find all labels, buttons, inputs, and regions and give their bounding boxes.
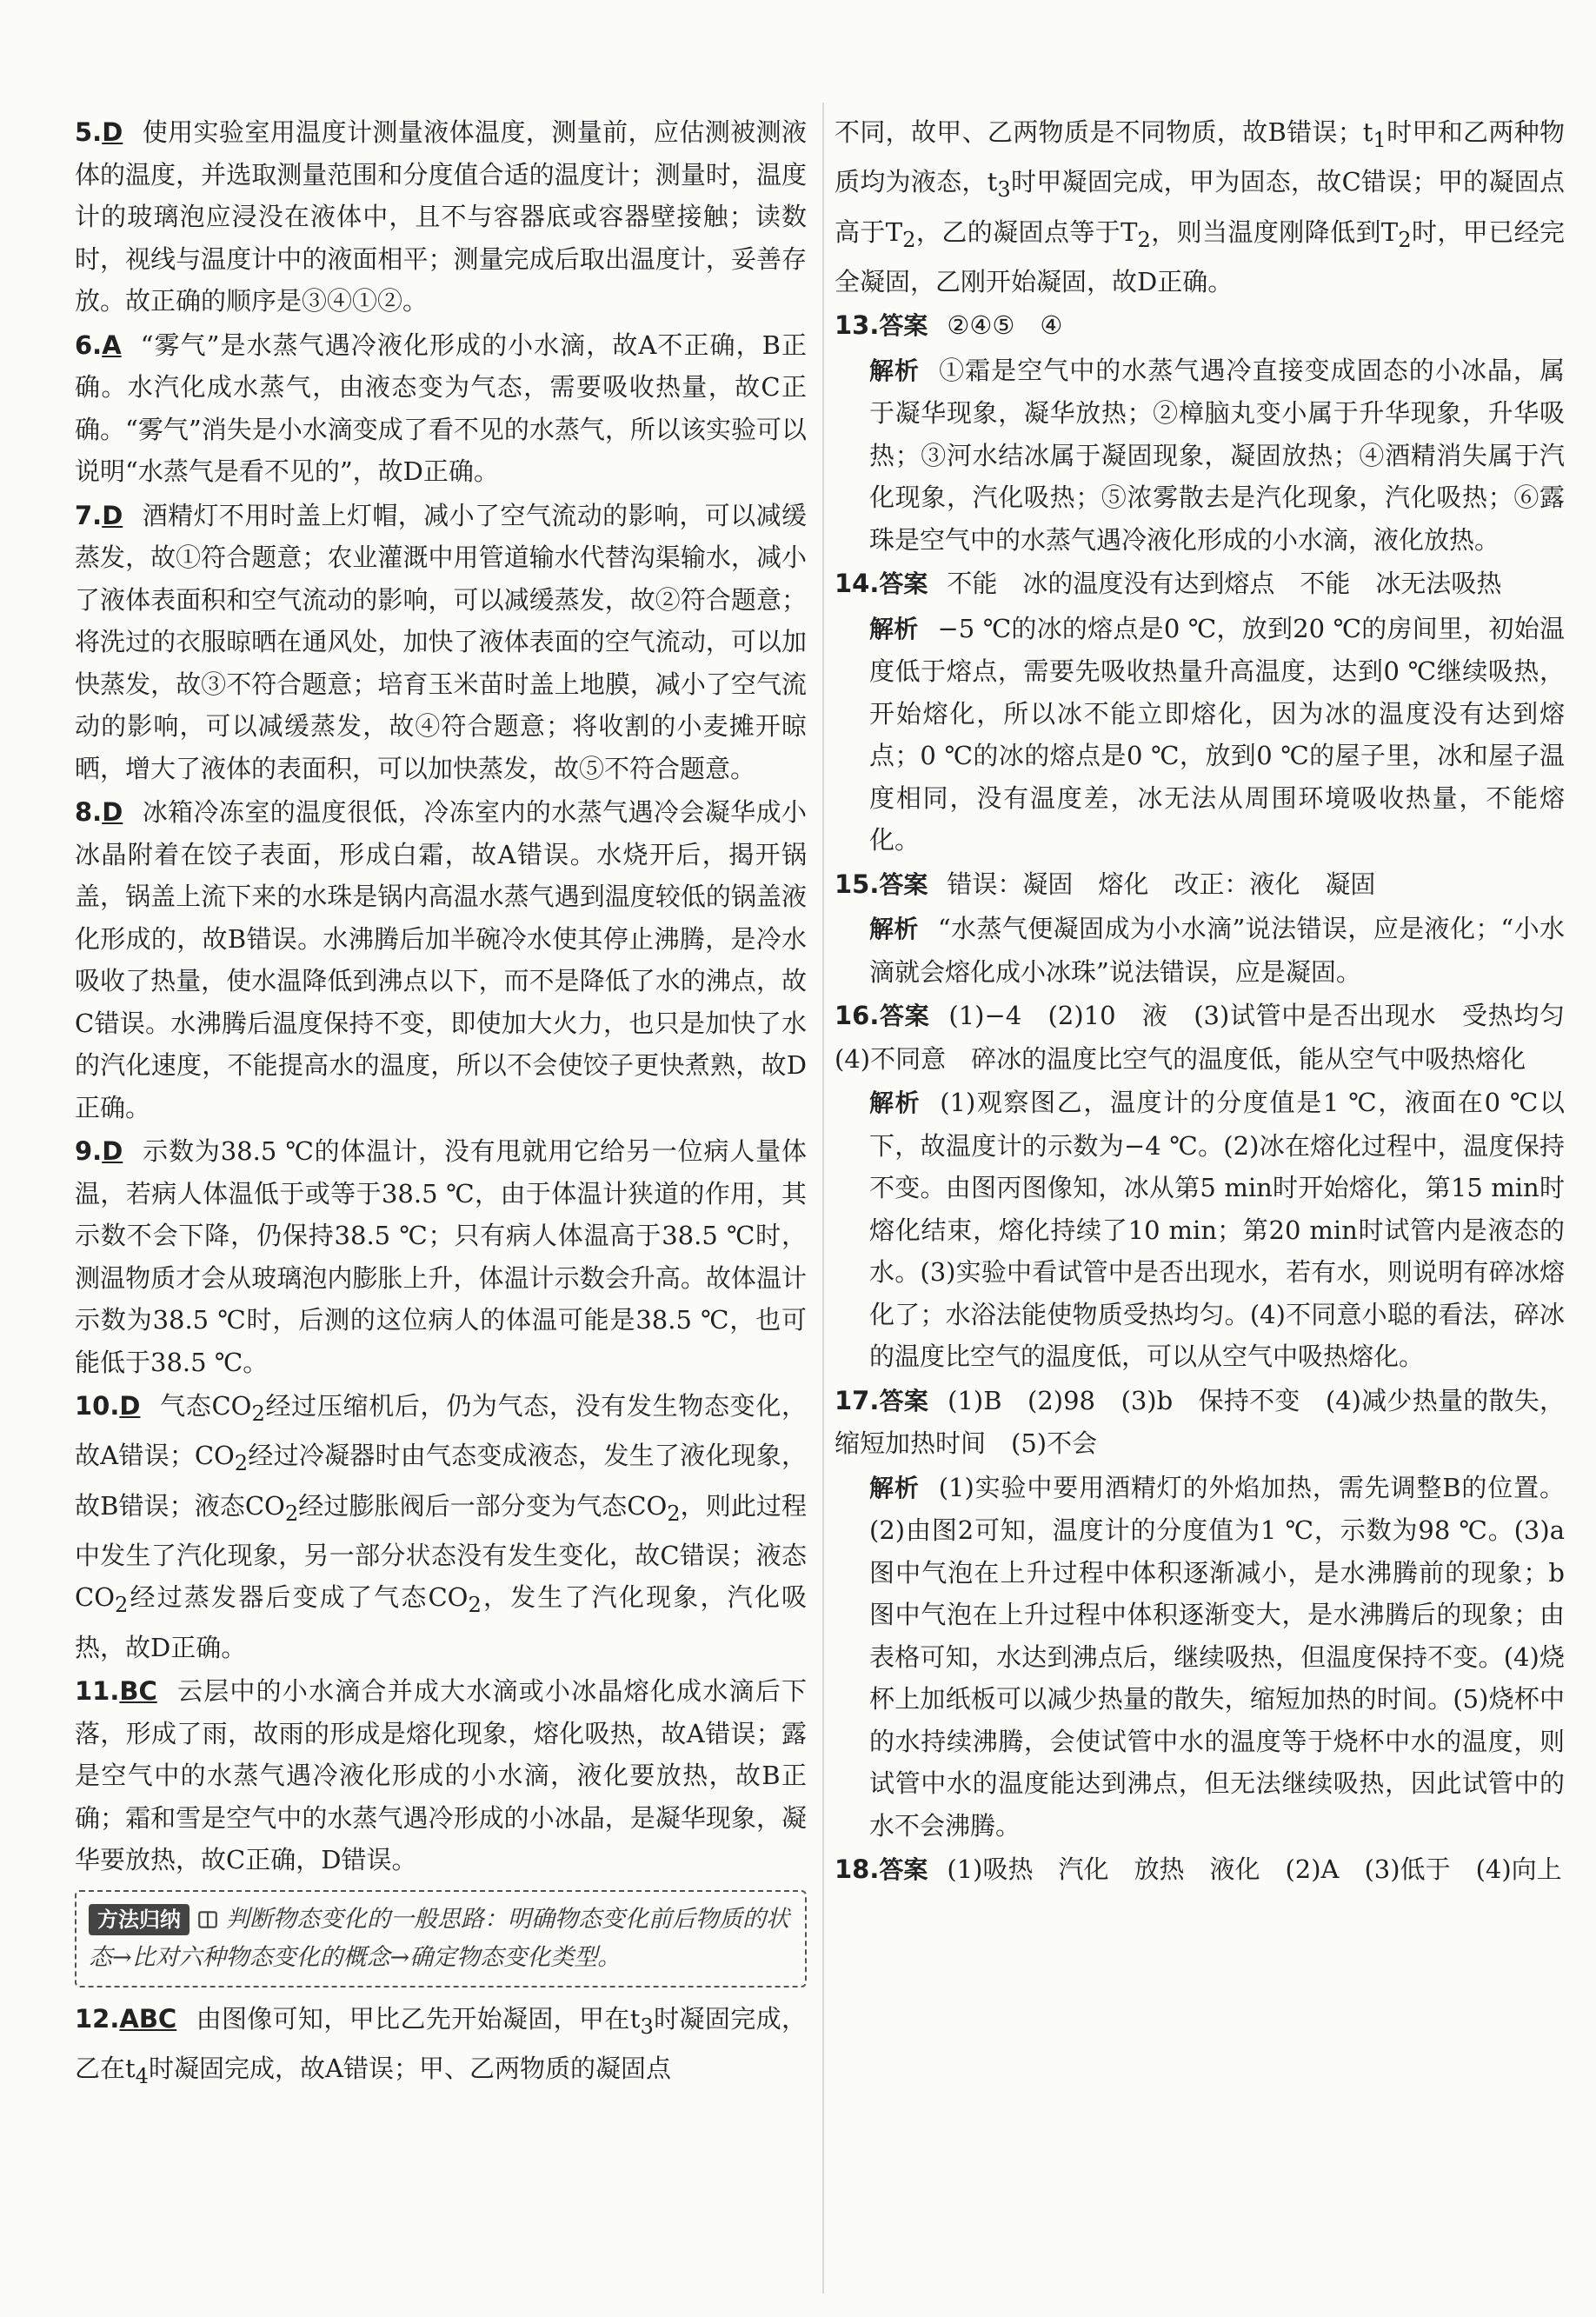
question-13-answer <box>835 304 1565 348</box>
method-label: 方法归纳 <box>89 1904 190 1935</box>
answer-letter: D <box>102 117 123 147</box>
question-15-answer <box>835 863 1565 907</box>
answer-text: (1)吸热 汽化 放热 液化 (2)A (3)低于 (4)向上 <box>947 1854 1562 1885</box>
question-12 <box>75 1998 807 2098</box>
question-number: 18. <box>835 1854 880 1885</box>
question-16-analysis <box>835 1082 1565 1378</box>
question-number: 8. <box>75 797 103 827</box>
question-number: 6. <box>75 330 103 360</box>
question-13-analysis <box>835 350 1565 562</box>
question-14-answer <box>835 563 1565 606</box>
column-divider <box>822 103 824 2294</box>
answer-tag: 答案 <box>879 1002 930 1031</box>
answer-tag: 答案 <box>879 1386 929 1415</box>
book-icon <box>196 1908 219 1931</box>
question-7 <box>75 495 807 790</box>
answer-text: (1)−4 (2)10 液 (3)试管中是否出现水 受热均匀 (4)不同意 碎冰的温度比空气的温度低，能从空气中吸热熔化 <box>835 1001 1591 1074</box>
analysis-tag: 解析 <box>869 614 919 643</box>
explanation-text: 示数为38.5 ℃的体温计，没有甩就用它给另一位病人量体温，若病人体温低于或等于38.5 ℃，由于体温计狭道的作用，其示数不会下降，仍保持38.5 ℃；只有病人体温高于38.5 ℃时，测温物质才会从玻璃泡内膨胀上升，体温计示数会升高。故体温计示数为38.5 ℃时，后测的这位病人的体温可能是38.5 ℃，也可能低于38.5 ℃。 <box>75 1136 807 1377</box>
question-number: 7. <box>75 500 103 530</box>
question-16-answer <box>835 995 1591 1080</box>
question-12-continued <box>835 111 1565 303</box>
analysis-tag: 解析 <box>869 1473 920 1502</box>
analysis-tag: 解析 <box>869 915 919 944</box>
answer-letter: BC <box>119 1676 157 1707</box>
method-summary-box <box>75 1890 807 1987</box>
explanation-text: 云层中的小水滴合并成大水滴或小冰晶熔化成水滴后下落，形成了雨，故雨的形成是熔化现象，熔化吸热，故A错误；露是空气中的水蒸气遇冷液化形成的小水滴，液化要放热，故B正确；霜和雪是空气中的水蒸气遇冷形成的小冰晶，是凝华现象，凝华要放热，故C正确，D错误。 <box>75 1676 807 1875</box>
analysis-text: (1)实验中要用酒精灯的外焰加热，需先调整B的位置。(2)由图2可知，温度计的分度值为1 ℃，示数为98 ℃。(3)a图中气泡在上升过程中体积逐渐减小，是水沸腾前的现象；b图中气泡在上升过程中体积逐渐变大，是水沸腾后的现象；由表格可知，水达到沸点后，继续吸热，但温度保持不变。(4)烧杯上加纸板可以减少热量的散失，缩短加热的时间。(5)烧杯中的水持续沸腾，会使试管中水的温度等于烧杯中水的温度，则试管中水的温度能达到沸点，但无法继续吸热，因此试管中的水不会沸腾。 <box>869 1472 1565 1841</box>
answer-letter: D <box>102 500 123 530</box>
left-column <box>75 111 807 2097</box>
answer-tag: 答案 <box>879 1855 928 1885</box>
answer-text: 错误：凝固 熔化 改正：液化 凝固 <box>947 869 1376 899</box>
explanation-text: 由图像可知，甲比乙先开始凝固，甲在$t_3$时凝固完成，乙在$t_4$时凝固完成，故A错误；甲、乙两物质的凝固点 <box>75 2003 807 2088</box>
answer-text: (1)B (2)98 (3)b 保持不变 (4)减少热量的散失，缩短加热时间 (5)不会 <box>835 1385 1565 1459</box>
analysis-text: (1)观察图乙，温度计的分度值是1 ℃，液面在0 ℃以下，故温度计的示数为−4 ℃。(2)冰在熔化过程中，温度保持不变。由图丙图像知，冰从第5 min时开始熔化，第15 min时熔化结束，熔化持续了10 min；第20 min时试管内是液态的水。(3)实验中看试管中是否出现水，若有水，则说明有碎冰熔化了；水浴法能使物质受热均匀。(4)不同意小聪的看法，碎冰的温度比空气的温度低，可以从空气中吸热熔化。 <box>869 1088 1565 1372</box>
question-number: 16. <box>835 1001 880 1031</box>
question-8 <box>75 791 807 1129</box>
method-text: 判断物态变化的一般思路：明确物态变化前后物质的状态→比对六种物态变化的概念→确定物态变化类型。 <box>89 1905 789 1971</box>
answer-letter: D <box>102 1136 123 1166</box>
question-18-answer <box>835 1848 1565 1892</box>
question-number: 12. <box>75 2003 120 2034</box>
answer-letter: A <box>102 330 122 360</box>
explanation-text: 气态$CO_2$经过压缩机后，仍为气态，没有发生物态变化，故A错误；$CO_2$经过冷凝器时由气态变成液态，发生了液化现象，故B错误；液态$CO_2$经过膨胀阀后一部分变为气态$CO_2$，则此过程中发生了汽化现象，另一部分状态没有发生变化，故C错误；液态$CO_2$经过蒸发器后变成了气态$CO_2$，发生了汽化现象，汽化吸热，故D正确。 <box>75 1391 807 1662</box>
explanation-text: 不同，故甲、乙两物质是不同物质，故B错误；$t_1$时甲和乙两种物质均为液态，$t_3$时甲凝固完成，甲为固态，故C错误；甲的凝固点高于$T_2$，乙的凝固点等于$T_2$，则当温度刚降低到$T_2$时，甲已经完全凝固，乙刚开始凝固，故D正确。 <box>835 117 1566 296</box>
answer-letter: ABC <box>119 2003 177 2034</box>
question-14-analysis <box>835 608 1565 862</box>
analysis-text: ①霜是空气中的水蒸气遇冷直接变成固态的小冰晶，属于凝华现象，凝华放热；②樟脑丸变小属于升华现象，升华吸热；③河水结冰属于凝固现象，凝固放热；④酒精消失属于汽化现象，汽化吸热；⑤浓雾散去是汽化现象，汽化吸热；⑥露珠是空气中的水蒸气遇冷液化形成的小水滴，液化放热。 <box>869 355 1565 555</box>
question-9 <box>75 1130 807 1383</box>
explanation-text: 使用实验室用温度计测量液体温度，测量前，应估测被测液体的温度，并选取测量范围和分度值合适的温度计；测量时，温度计的玻璃泡应浸没在液体中，且不与容器底或容器壁接触；读数时，视线与温度计中的液面相平；测量完成后取出温度计，妥善存放。故正确的顺序是③④①②。 <box>75 117 807 316</box>
answer-letter: D <box>119 1391 141 1421</box>
explanation-text: 冰箱冷冻室的温度很低，冷冻室内的水蒸气遇冷会凝华成小冰晶附着在饺子表面，形成白霜，故A错误。水烧开后，揭开锅盖，锅盖上流下来的水珠是锅内高温水蒸气遇到温度较低的锅盖液化形成的，故B错误。水沸腾后加半碗冷水使其停止沸腾，是冷水吸收了热量，使水温降低到沸点以下，而不是降低了水的沸点，故C错误。水沸腾后温度保持不变，即使加大火力，也只是加快了水的汽化速度，不能提高水的温度，所以不会使饺子更快煮熟，故D正确。 <box>75 797 807 1122</box>
question-number: 15. <box>835 869 880 899</box>
analysis-tag: 解析 <box>869 1089 921 1118</box>
question-10 <box>75 1385 807 1668</box>
analysis-text: “水蒸气便凝固成为小水滴”说法错误，应是液化；“小水滴就会熔化成小冰珠”说法错误，应是凝固。 <box>869 914 1565 987</box>
answer-tag: 答案 <box>879 311 928 341</box>
explanation-text: “雾气”是水蒸气遇冷液化形成的小水滴，故A不正确，B正确。水汽化成水蒸气，由液态变为气态，需要吸收热量，故C正确。“雾气”消失是小水滴变成了看不见的水蒸气，所以该实验可以说明“水蒸气是看不见的”，故D正确。 <box>75 330 807 486</box>
right-column <box>835 111 1591 1892</box>
question-number: 13. <box>835 310 880 341</box>
answer-text: ②④⑤ ④ <box>947 310 1063 341</box>
answer-tag: 答案 <box>879 869 928 899</box>
answer-text: 不能 冰的温度没有达到熔点 不能 冰无法吸热 <box>947 569 1502 599</box>
question-number: 14. <box>835 569 880 599</box>
question-number: 17. <box>835 1385 880 1415</box>
answer-letter: D <box>102 797 123 827</box>
question-number: 11. <box>75 1676 120 1707</box>
question-number: 10. <box>75 1391 120 1421</box>
answer-tag: 答案 <box>879 569 928 599</box>
question-6 <box>75 324 807 493</box>
question-number: 9. <box>75 1136 103 1166</box>
question-number: 5. <box>75 117 103 147</box>
explanation-text: 酒精灯不用时盖上灯帽，减小了空气流动的影响，可以减缓蒸发，故①符合题意；农业灌溉中用管道输水代替沟渠输水，减小了液体表面积和空气流动的影响，可以减缓蒸发，故②符合题意；将洗过的衣服晾晒在通风处，加快了液体表面的空气流动，可以加快蒸发，故③不符合题意；培育玉米苗时盖上地膜，减小了空气流动的影响，可以减缓蒸发，故④符合题意；将收割的小麦摊开晾晒，增大了液体的表面积，可以加快蒸发，故⑤不符合题意。 <box>75 500 807 783</box>
analysis-text: −5 ℃的冰的熔点是0 ℃，放到20 ℃的房间里，初始温度低于熔点，需要先吸收热量升高温度，达到0 ℃继续吸热，开始熔化，所以冰不能立即熔化，因为冰的温度没有达到熔点；0 ℃的冰的熔点是0 ℃，放到0 ℃的屋子里，冰和屋子温度相同，没有温度差，冰无法从周围环境吸收热量，不能熔化。 <box>869 613 1565 856</box>
analysis-tag: 解析 <box>869 356 921 385</box>
question-17-analysis <box>835 1467 1565 1848</box>
question-15-analysis <box>835 908 1565 993</box>
question-17-answer <box>835 1380 1565 1465</box>
question-5 <box>75 111 807 323</box>
question-11 <box>75 1670 807 1881</box>
